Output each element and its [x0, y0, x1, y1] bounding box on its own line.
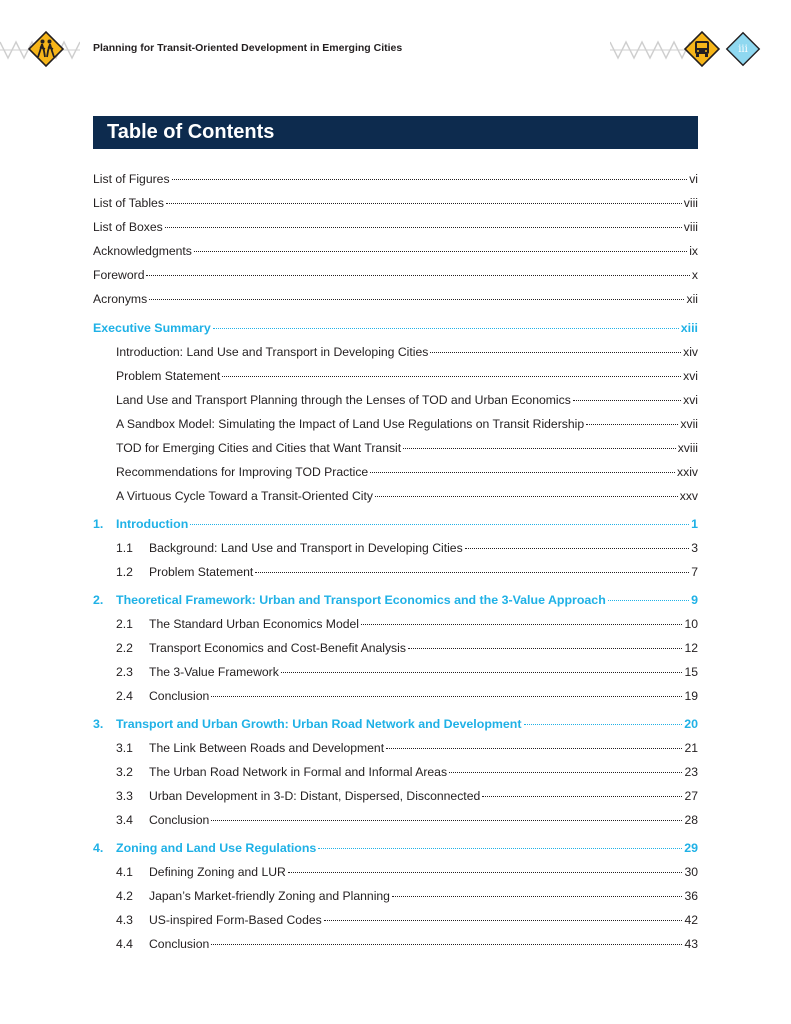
toc-entry-acronyms[interactable]	[93, 290, 698, 310]
toc-section-2-4[interactable]	[116, 687, 698, 707]
dot-leader	[172, 167, 688, 180]
dot-leader	[392, 884, 682, 897]
toc-section-page: 12	[684, 641, 698, 655]
toc-entry-exec-sandbox-model[interactable]	[116, 415, 698, 435]
toc-chapter-number: 3.	[93, 717, 104, 731]
toc-section-label: The Urban Road Network in Formal and Informal Areas	[149, 765, 448, 779]
toc-section-3-1[interactable]	[116, 739, 698, 759]
toc-section-label: US-inspired Form-Based Codes	[149, 913, 322, 927]
toc-section-number: 3.4	[116, 813, 133, 827]
toc-entry-label: A Virtuous Cycle Toward a Transit-Oriented City	[116, 489, 373, 503]
pedestrians-sign-icon	[26, 29, 66, 69]
dot-leader	[386, 736, 682, 749]
toc-entry-label: Foreword	[93, 268, 145, 282]
dot-leader	[194, 239, 687, 252]
dot-leader	[586, 412, 678, 425]
toc-chapter-number: 4.	[93, 841, 104, 855]
toc-entry-label: List of Tables	[93, 196, 164, 210]
toc-section-page: 19	[684, 689, 698, 703]
toc-section-number: 2.3	[116, 665, 133, 679]
dot-leader	[288, 860, 683, 873]
toc-entry-page: xviii	[677, 441, 698, 455]
toc-entry-page: vi	[689, 172, 698, 186]
toc-section-number: 4.3	[116, 913, 133, 927]
toc-section-number: 4.1	[116, 865, 133, 879]
toc-entry-page: ix	[689, 244, 698, 258]
toc-section-label: Transport Economics and Cost-Benefit Analysis	[149, 641, 406, 655]
dot-leader	[608, 588, 689, 601]
toc-section-label: Conclusion	[149, 937, 210, 951]
toc-section-number: 2.1	[116, 617, 133, 631]
toc-chapter-page: 20	[684, 717, 698, 731]
toc-title-banner	[93, 116, 698, 149]
toc-section-page: 3	[691, 541, 698, 555]
toc-section-page: 10	[684, 617, 698, 631]
bus-sign-icon	[682, 29, 722, 69]
toc-entry-page: viii	[683, 220, 698, 234]
toc-entry-exec-virtuous-cycle[interactable]	[116, 487, 698, 507]
toc-title: Table of Contents	[107, 121, 275, 143]
toc-section-label: The Standard Urban Economics Model	[149, 617, 360, 631]
toc-entry-label: Land Use and Transport Planning through the Lenses of TOD and Urban Economics	[116, 393, 571, 407]
toc-section-4-2[interactable]	[116, 887, 698, 907]
toc-section-number: 1.1	[116, 541, 133, 555]
right-decorative-line	[610, 38, 690, 62]
toc-section-label: Urban Development in 3-D: Distant, Dispersed, Disconnected	[149, 789, 481, 803]
dot-leader	[573, 388, 681, 401]
toc-entry-page: x	[691, 268, 698, 282]
toc-section-label: Conclusion	[149, 813, 210, 827]
toc-chapter-label: Executive Summary	[93, 321, 211, 335]
toc-section-page: 28	[684, 813, 698, 827]
toc-section-page: 15	[684, 665, 698, 679]
toc-entry-page: xii	[686, 292, 698, 306]
toc-entry-exec-introduction[interactable]	[116, 343, 698, 363]
toc-entry-label: A Sandbox Model: Simulating the Impact of Land Use Regulations on Transit Ridership	[116, 417, 585, 431]
toc-chapter-label: Introduction	[116, 517, 189, 531]
dot-leader	[361, 612, 682, 625]
toc-section-page: 42	[684, 913, 698, 927]
toc-entry-label: Introduction: Land Use and Transport in Developing Cities	[116, 345, 429, 359]
toc-section-number: 3.1	[116, 741, 133, 755]
toc-section-number: 3.3	[116, 789, 133, 803]
toc-entry-list-of-figures[interactable]	[93, 170, 698, 190]
toc-chapter-page: 29	[684, 841, 698, 855]
page-header	[0, 0, 791, 100]
dot-leader	[222, 364, 681, 377]
toc-section-label: The Link Between Roads and Development	[149, 741, 385, 755]
toc-section-page: 43	[684, 937, 698, 951]
dot-leader	[211, 932, 682, 945]
toc-section-number: 1.2	[116, 565, 133, 579]
dot-leader	[166, 191, 682, 204]
toc-section-2-2[interactable]	[116, 639, 698, 659]
toc-entry-label: List of Figures	[93, 172, 170, 186]
toc-entry-acknowledgments[interactable]	[93, 242, 698, 262]
toc-chapter-3[interactable]	[93, 715, 698, 735]
toc-section-number: 2.4	[116, 689, 133, 703]
toc-section-label: Japan’s Market-friendly Zoning and Planning	[149, 889, 390, 903]
page-number: iii	[738, 43, 748, 55]
toc-section-label: Background: Land Use and Transport in Developing Cities	[149, 541, 463, 555]
toc-section-number: 2.2	[116, 641, 133, 655]
toc-section-1-2[interactable]	[116, 563, 698, 583]
dot-leader	[449, 760, 682, 773]
dot-leader	[324, 908, 683, 921]
toc-section-page: 7	[691, 565, 698, 579]
toc-chapter-page: 9	[691, 593, 698, 607]
toc-entry-exec-tod-emerging[interactable]	[116, 439, 698, 459]
toc-chapter-2[interactable]	[93, 591, 698, 611]
dot-leader	[430, 340, 681, 353]
toc-chapter-1[interactable]	[93, 515, 698, 535]
toc-section-page: 36	[684, 889, 698, 903]
toc-chapter-label: Transport and Urban Growth: Urban Road Network and Development	[116, 717, 522, 731]
toc-section-4-4[interactable]	[116, 935, 698, 955]
dot-leader	[375, 484, 678, 497]
toc-entry-label: List of Boxes	[93, 220, 163, 234]
toc-section-label: Problem Statement	[149, 565, 254, 579]
dot-leader	[370, 460, 675, 473]
dot-leader	[482, 784, 682, 797]
dot-leader	[318, 836, 682, 849]
toc-section-3-3[interactable]	[116, 787, 698, 807]
toc-entry-label: Acknowledgments	[93, 244, 192, 258]
dot-leader	[149, 287, 684, 300]
toc-entry-page: xvii	[680, 417, 698, 431]
toc-section-2-3[interactable]	[116, 663, 698, 683]
toc-entry-page: xvi	[683, 393, 698, 407]
toc-section-4-1[interactable]	[116, 863, 698, 883]
toc-section-page: 30	[684, 865, 698, 879]
toc-section-4-3[interactable]	[116, 911, 698, 931]
dot-leader	[408, 636, 682, 649]
toc-section-page: 21	[684, 741, 698, 755]
dot-leader	[403, 436, 676, 449]
page-number-diamond	[724, 30, 762, 68]
toc-entry-page: xxiv	[677, 465, 698, 479]
toc-chapter-label: Theoretical Framework: Urban and Transport Economics and the 3-Value Approach	[116, 593, 606, 607]
toc-section-label: Conclusion	[149, 689, 210, 703]
toc-entry-page: xvi	[683, 369, 698, 383]
toc-entry-page: viii	[683, 196, 698, 210]
running-header-title: Planning for Transit-Oriented Development in Emerging Cities	[93, 42, 403, 54]
toc-entry-label: Acronyms	[93, 292, 148, 306]
dot-leader	[146, 263, 689, 276]
toc-chapter-number: 1.	[93, 517, 104, 531]
dot-leader	[165, 215, 682, 228]
toc-section-number: 4.2	[116, 889, 133, 903]
toc-section-label: The 3-Value Framework	[149, 665, 279, 679]
toc-chapter-4[interactable]	[93, 839, 698, 859]
dot-leader	[524, 712, 683, 725]
toc-entry-list-of-boxes[interactable]	[93, 218, 698, 238]
dot-leader	[465, 536, 690, 549]
toc-section-label: Defining Zoning and LUR	[149, 865, 286, 879]
toc-entry-exec-land-use-planning[interactable]	[116, 391, 698, 411]
toc-section-page: 23	[684, 765, 698, 779]
toc-section-number: 3.2	[116, 765, 133, 779]
dot-leader	[211, 684, 682, 697]
toc-chapter-page: 1	[691, 517, 698, 531]
toc-chapter-number: 2.	[93, 593, 104, 607]
toc-entry-list-of-tables[interactable]	[93, 194, 698, 214]
dot-leader	[281, 660, 683, 673]
toc-chapter-executive-summary[interactable]	[93, 319, 698, 339]
toc-entry-page: xxv	[679, 489, 698, 503]
toc-entry-page: xiv	[683, 345, 698, 359]
toc-section-page: 27	[684, 789, 698, 803]
toc-section-3-4[interactable]	[116, 811, 698, 831]
dot-leader	[190, 512, 689, 525]
dot-leader	[213, 316, 679, 329]
toc-entry-foreword[interactable]	[93, 266, 698, 286]
toc-chapter-label: Zoning and Land Use Regulations	[116, 841, 317, 855]
toc-section-1-1[interactable]	[116, 539, 698, 559]
toc-entry-exec-problem-statement[interactable]	[116, 367, 698, 387]
toc-section-2-1[interactable]	[116, 615, 698, 635]
toc-section-number: 4.4	[116, 937, 133, 951]
toc-entry-exec-recommendations[interactable]	[116, 463, 698, 483]
toc-chapter-page: xiii	[680, 321, 698, 335]
dot-leader	[255, 560, 689, 573]
dot-leader	[211, 808, 682, 821]
toc-section-3-2[interactable]	[116, 763, 698, 783]
toc-entry-label: Problem Statement	[116, 369, 221, 383]
toc-entry-label: TOD for Emerging Cities and Cities that Want Transit	[116, 441, 402, 455]
toc-entry-label: Recommendations for Improving TOD Practice	[116, 465, 369, 479]
